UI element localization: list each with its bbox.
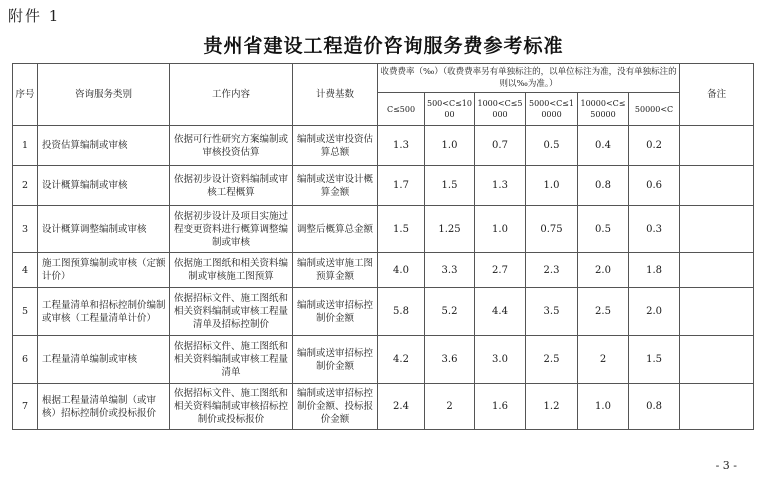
table-row xyxy=(13,288,754,336)
fee-base-cell: 编制或送审招标控制价金额 xyxy=(293,336,378,384)
remark-cell xyxy=(680,336,754,384)
rate-cell: 0.5 xyxy=(578,206,629,253)
service-type-cell: 工程量清单和招标控制价编制或审核（工程量清单计价） xyxy=(38,288,170,336)
rate-cell: 0.2 xyxy=(629,126,680,166)
rate-cell: 3.6 xyxy=(425,336,475,384)
remark-cell xyxy=(680,126,754,166)
service-type-cell: 工程量清单编制或审核 xyxy=(38,336,170,384)
rate-cell: 0.75 xyxy=(526,206,578,253)
rate-cell: 1.8 xyxy=(629,253,680,288)
rate-cell: 1.0 xyxy=(578,384,629,430)
rate-cell: 2.0 xyxy=(578,253,629,288)
remark-cell xyxy=(680,166,754,206)
rate-cell: 0.5 xyxy=(526,126,578,166)
fee-base-cell: 编制或送审招标控制价金额、投标报价金额 xyxy=(293,384,378,430)
work-content-cell: 依据招标文件、施工图纸和相关资料编制或审核工程量清单及招标控制价 xyxy=(170,288,293,336)
attachment-label: 附件 1 xyxy=(8,7,61,25)
rate-cell: 0.8 xyxy=(629,384,680,430)
service-type-cell: 根据工程量清单编制（或审核）招标控制价或投标报价 xyxy=(38,384,170,430)
row-number: 3 xyxy=(13,206,38,253)
fee-base-cell: 编制或送审招标控制价金额 xyxy=(293,288,378,336)
header-row-top xyxy=(13,64,754,93)
rate-cell: 0.6 xyxy=(629,166,680,206)
row-number: 2 xyxy=(13,166,38,206)
table-row xyxy=(13,206,754,253)
header-no: 序号 xyxy=(13,64,38,126)
table-row xyxy=(13,384,754,430)
header-service-type: 咨询服务类别 xyxy=(38,64,170,126)
table-row xyxy=(13,126,754,166)
header-range-4: 5000<C≤10000 xyxy=(526,93,578,126)
rate-cell: 0.4 xyxy=(578,126,629,166)
service-type-cell: 投资估算编制或审核 xyxy=(38,126,170,166)
rate-cell: 4.2 xyxy=(378,336,425,384)
fee-base-cell: 编制或送审设计概算金额 xyxy=(293,166,378,206)
header-range-2: 500<C≤1000 xyxy=(425,93,475,126)
rate-cell: 3.3 xyxy=(425,253,475,288)
rate-cell: 3.5 xyxy=(526,288,578,336)
rate-cell: 0.3 xyxy=(629,206,680,253)
work-content-cell: 依据初步设计资料编制或审核工程概算 xyxy=(170,166,293,206)
work-content-cell: 依据招标文件、施工图纸和相关资料编制或审核招标控制价或投标报价 xyxy=(170,384,293,430)
rate-cell: 1.0 xyxy=(475,206,526,253)
rate-cell: 1.5 xyxy=(425,166,475,206)
work-content-cell: 依据可行性研究方案编制或审核投资估算 xyxy=(170,126,293,166)
rate-cell: 1.5 xyxy=(378,206,425,253)
header-range-5: 10000<C≤50000 xyxy=(578,93,629,126)
document-title: 贵州省建设工程造价咨询服务费参考标准 xyxy=(203,35,564,57)
rate-cell: 1.2 xyxy=(526,384,578,430)
fee-standard-table xyxy=(12,63,754,430)
rate-cell: 1.3 xyxy=(378,126,425,166)
rate-cell: 1.5 xyxy=(629,336,680,384)
work-content-cell: 依据施工图纸和相关资料编制或审核施工图预算 xyxy=(170,253,293,288)
header-range-1: C≤500 xyxy=(378,93,425,126)
rate-cell: 2 xyxy=(578,336,629,384)
page-number: - 3 - xyxy=(715,459,737,472)
header-remarks: 备注 xyxy=(680,64,754,126)
remark-cell xyxy=(680,206,754,253)
row-number: 5 xyxy=(13,288,38,336)
rate-cell: 2.5 xyxy=(526,336,578,384)
rate-cell: 2.4 xyxy=(378,384,425,430)
table-row xyxy=(13,336,754,384)
remark-cell xyxy=(680,288,754,336)
rate-cell: 1.6 xyxy=(475,384,526,430)
rate-cell: 2.3 xyxy=(526,253,578,288)
rate-cell: 2 xyxy=(425,384,475,430)
rate-cell: 5.2 xyxy=(425,288,475,336)
work-content-cell: 依据初步设计及项目实施过程变更资料进行概算调整编制或审核 xyxy=(170,206,293,253)
rate-cell: 1.0 xyxy=(425,126,475,166)
rate-cell: 1.25 xyxy=(425,206,475,253)
fee-base-cell: 编制或送审施工图预算金额 xyxy=(293,253,378,288)
service-type-cell: 设计概算编制或审核 xyxy=(38,166,170,206)
rate-cell: 1.3 xyxy=(475,166,526,206)
row-number: 6 xyxy=(13,336,38,384)
rate-cell: 0.7 xyxy=(475,126,526,166)
table-row xyxy=(13,253,754,288)
header-range-3: 1000<C≤5000 xyxy=(475,93,526,126)
rate-cell: 4.0 xyxy=(378,253,425,288)
rate-cell: 5.8 xyxy=(378,288,425,336)
fee-base-cell: 调整后概算总金额 xyxy=(293,206,378,253)
row-number: 4 xyxy=(13,253,38,288)
row-number: 1 xyxy=(13,126,38,166)
service-type-cell: 设计概算调整编制或审核 xyxy=(38,206,170,253)
rate-cell: 0.8 xyxy=(578,166,629,206)
rate-cell: 4.4 xyxy=(475,288,526,336)
rate-cell: 2.7 xyxy=(475,253,526,288)
rate-cell: 3.0 xyxy=(475,336,526,384)
header-fee-base: 计费基数 xyxy=(293,64,378,126)
remark-cell xyxy=(680,253,754,288)
remark-cell xyxy=(680,384,754,430)
rate-cell: 2.0 xyxy=(629,288,680,336)
header-range-6: 50000<C xyxy=(629,93,680,126)
header-rate-group: 收费费率（‰）（收费费率另有单独标注的，以单位标注为准，没有单独标注的则以‰为准。） xyxy=(378,64,680,93)
rate-cell: 1.0 xyxy=(526,166,578,206)
header-work-content: 工作内容 xyxy=(170,64,293,126)
rate-cell: 1.7 xyxy=(378,166,425,206)
table-row xyxy=(13,166,754,206)
fee-base-cell: 编制或送审投资估算总额 xyxy=(293,126,378,166)
work-content-cell: 依据招标文件、施工图纸和相关资料编制或审核工程量清单 xyxy=(170,336,293,384)
row-number: 7 xyxy=(13,384,38,430)
rate-cell: 2.5 xyxy=(578,288,629,336)
service-type-cell: 施工图预算编制或审核（定额计价） xyxy=(38,253,170,288)
